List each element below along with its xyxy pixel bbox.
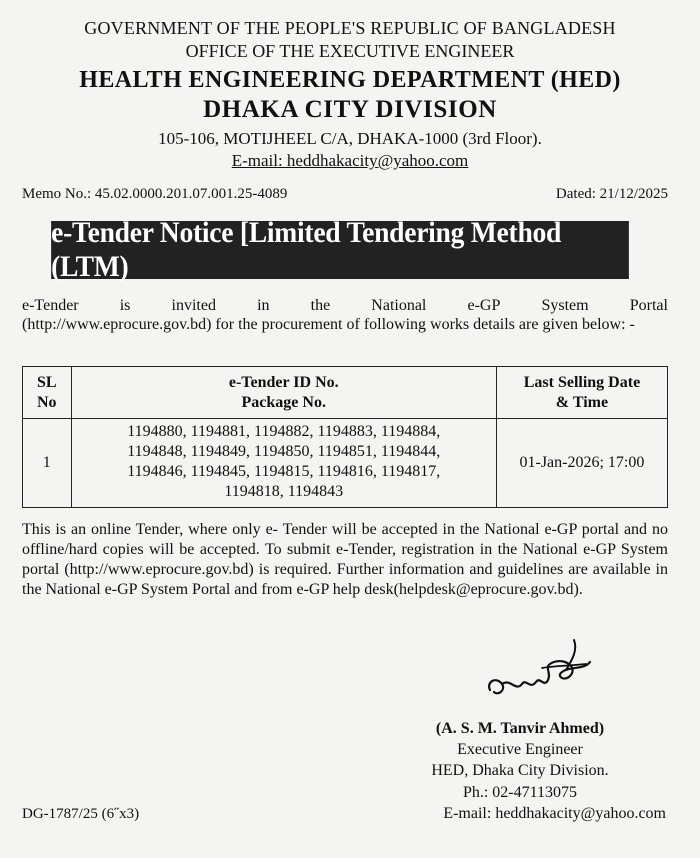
header-tender-id bbox=[71, 367, 496, 419]
memo-number: Memo No.: 45.02.0000.201.07.001.25-4089 bbox=[22, 186, 288, 202]
notice-banner: e-Tender Notice [Limited Tendering Method (LTM) bbox=[51, 221, 629, 279]
tender-id-line: 1194880, 1194881, 1194882, 1194883, 1194884, bbox=[127, 423, 441, 440]
intro-rest: (http://www.eprocure.gov.bd) for the procurement of following works details are given below: - bbox=[22, 316, 635, 333]
signatory-office: HED, Dhaka City Division. bbox=[431, 762, 609, 779]
header-sl-line1: SL bbox=[37, 373, 57, 391]
tender-table bbox=[22, 366, 668, 508]
tender-id-line: 1194846, 1194845, 1194815, 1194816, 1194817, bbox=[127, 463, 441, 480]
row-tender-ids bbox=[71, 419, 496, 508]
instructions-paragraph: This is an online Tender, where only e- Tender will be accepted in the National e-GP portal and no offline/hard copies will be accepted. To submit e-Tender, registration in the National e-GP System portal (http://www.eprocure.gov.bd) is required. Further information and guidelines are available in the National e-GP System Portal and from e-GP help desk(helpdesk@eprocure.gov.bd). bbox=[22, 521, 668, 598]
intro-word: the bbox=[310, 297, 331, 314]
intro-first-line bbox=[22, 296, 668, 315]
signatory-phone: Ph.: 02-47113075 bbox=[462, 784, 578, 801]
intro-word: System bbox=[541, 297, 589, 314]
header-office: OFFICE OF THE EXECUTIVE ENGINEER bbox=[185, 41, 515, 61]
tender-id-line: 1194818, 1194843 bbox=[224, 483, 344, 500]
header-email-line bbox=[0, 151, 700, 171]
intro-word: in bbox=[257, 297, 270, 314]
memo-date: Dated: 21/12/2025 bbox=[555, 186, 668, 202]
header-date-line2: & Time bbox=[555, 393, 609, 411]
intro-word: e-GP bbox=[467, 297, 501, 314]
header-government: GOVERNMENT OF THE PEOPLE'S REPUBLIC OF BANGLADESH bbox=[84, 18, 616, 38]
row-selling-date: 01-Jan-2026; 17:00 bbox=[496, 419, 667, 508]
memo-row bbox=[22, 186, 668, 203]
intro-word: e-Tender bbox=[22, 297, 79, 314]
header-sl bbox=[23, 367, 72, 419]
header-sl-line2: No bbox=[37, 393, 57, 411]
header-date-line1: Last Selling Date bbox=[523, 373, 641, 391]
signature-image bbox=[482, 632, 602, 712]
header-email: E-mail: heddhakacity@yahoo.com bbox=[231, 151, 469, 170]
header-id-line1: e-Tender ID No. bbox=[228, 373, 339, 391]
intro-word: Portal bbox=[629, 297, 668, 314]
header-division: DHAKA CITY DIVISION bbox=[203, 96, 497, 123]
table-row bbox=[23, 419, 668, 508]
intro-paragraph bbox=[22, 296, 668, 334]
tender-id-line: 1194848, 1194849, 1194850, 1194851, 1194844, bbox=[127, 443, 441, 460]
row-sl: 1 bbox=[23, 419, 72, 508]
intro-word: National bbox=[371, 297, 427, 314]
signatory-email: E-mail: heddhakacity@yahoo.com bbox=[443, 805, 666, 822]
header-address: 105-106, MOTIJHEEL C/A, DHAKA-1000 (3rd Floor). bbox=[158, 129, 542, 148]
signatory-title: Executive Engineer bbox=[457, 741, 583, 758]
intro-word: invited bbox=[171, 297, 216, 314]
header-id-line2: Package No. bbox=[241, 393, 326, 411]
header-selling-date bbox=[496, 367, 667, 419]
footer-code: DG-1787/25 (6˝x3) bbox=[22, 806, 140, 822]
header-department: HEALTH ENGINEERING DEPARTMENT (HED) bbox=[79, 67, 621, 93]
intro-word: is bbox=[119, 297, 131, 314]
table-header-row bbox=[23, 367, 668, 419]
signatory-name: (A. S. M. Tanvir Ahmed) bbox=[435, 720, 605, 737]
